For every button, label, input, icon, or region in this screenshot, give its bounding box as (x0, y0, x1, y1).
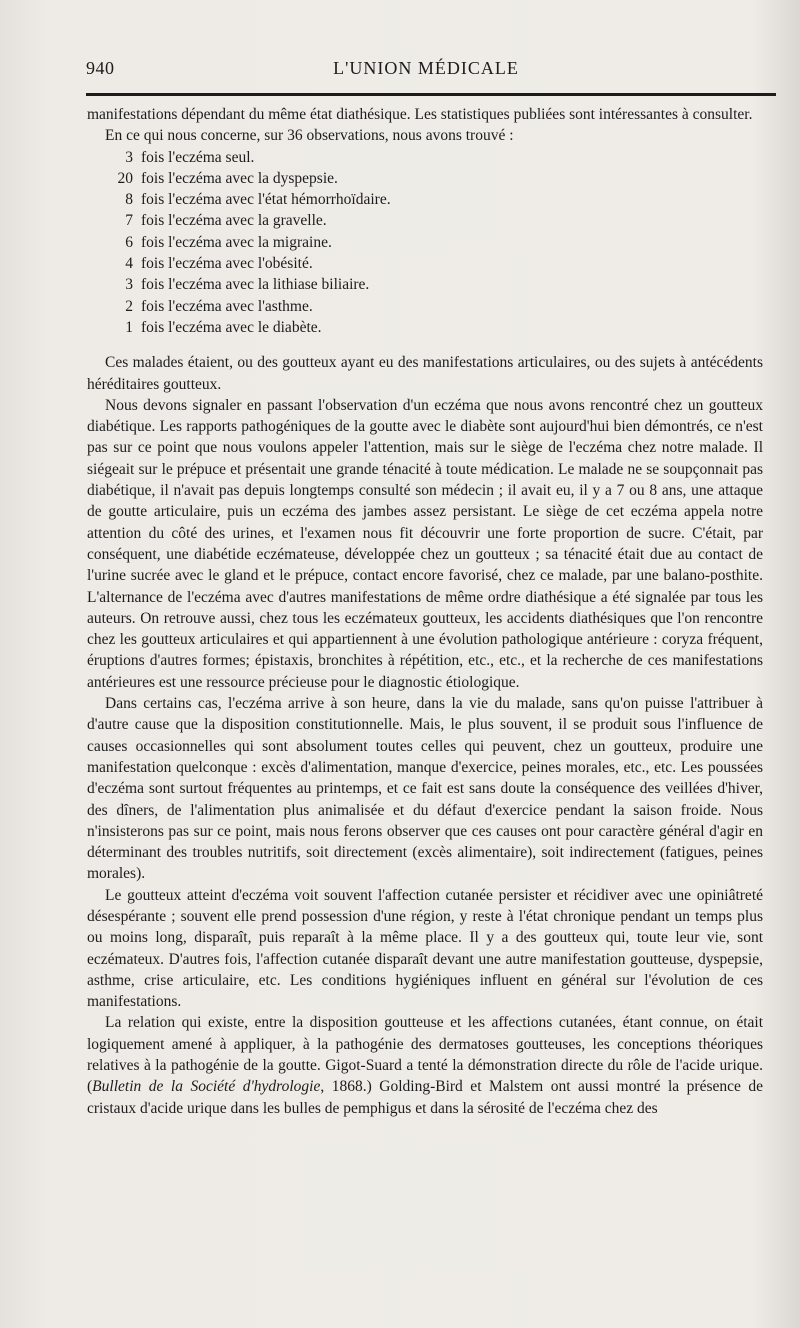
list-item-text: fois l'eczéma avec l'asthme. (141, 297, 313, 315)
paragraph-statistics-intro: En ce qui nous concerne, sur 36 observations, nous avons trouvé : (105, 127, 514, 145)
paragraph-causes: Dans certains cas, l'eczéma arrive à son heure, dans la vie du malade, sans qu'on puisse l'attribuer à d'autre cause que la disposition constitutionnelle. Mais, le plus souvent, il se produit sous l'influence de causes occasionnelles qui sont absolument toutes celles qui peuvent, chez un goutteux, produire une manifestation quelconque : excès d'alimentation, manque d'exercice, peines morales, etc., etc. Les poussées d'eczéma sont surtout fréquentes au printemps, et ce fait est sans doute la conséquence des veillées d'hiver, des dîners, de l'alimentation plus animalisée et du défaut d'exercice pendant la saison froide. Nous n'insisterons pas sur ce point, mais nous ferons observer que ces causes ont pour caractère général d'agir en déterminant des troubles nutritifs, soit directement (excès alimentaire), soit indirectement (fatigues, peines morales). (87, 695, 763, 883)
header-rule (86, 93, 776, 96)
list-item-text: fois l'eczéma avec l'obésité. (141, 255, 313, 273)
list-item (111, 232, 763, 253)
list-item (111, 168, 763, 189)
paragraph-pathogeny-start: La relation qui existe, entre la disposition goutteuse et les affections cutanées, étant connue, on était logiquement amené à appliquer, à la pathogénie des dermatoses goutteuses, les conceptions théoriques relatives à la pathogénie de la goutte. Gigot-Suard a tenté la démonstration directe du rôle de l'acide urique. ( (87, 1014, 763, 1096)
list-item-text: fois l'eczéma avec la gravelle. (141, 212, 327, 230)
paragraph-diabetic-case: Nous devons signaler en passant l'observation d'un eczéma que nous avons rencontré chez un goutteux diabétique. Les rapports pathogéniques de la goutte avec le diabète sont aujourd'hui bien démontrés, ce n'est pas sur ce point que nous voulons appeler l'attention, mais sur le siège de l'eczéma chez notre malade. Il siégeait sur le prépuce et présentait une grande ténacité à toute médication. Le malade ne se soupçonnait pas diabétique, il n'avait pas depuis longtemps consulté son médecin ; il avait eu, il y a 7 ou 8 ans, une attaque de goutte articulaire, puis un eczéma des jambes assez persistant. Le siège de cet eczéma appela notre attention du côté des urines, et l'examen nous fit découvrir une forte proportion de sucre. C'était, par conséquent, une diabétide eczémateuse, développée chez un goutteux ; sa ténacité était due au contact de l'urine sucrée avec le gland et le prépuce, contact encore favorisé, chez ce malade, par une balano-posthite. L'alternance de l'eczéma avec d'autres manifestations de même ordre diathésique a été signalée par tous les auteurs. On retrouve aussi, chez tous les eczémateux goutteux, les accidents diathésiques que l'on rencontre chez les goutteux articulaires et qui appartiennent à une évolution pathologique antérieure : coryza fréquent, éruptions d'autres formes; épistaxis, bronchites à répétition, etc., etc., et la recherche de ces manifestations antérieures est une ressource précieuse pour le diagnostic étiologique. (87, 396, 763, 691)
list-item-count: 3 (125, 148, 133, 166)
list-item-count: 3 (125, 276, 133, 294)
statistics-list (87, 147, 763, 339)
list-item-count: 8 (125, 191, 133, 209)
list-item-count: 7 (125, 212, 133, 230)
list-item-text: fois l'eczéma avec la lithiase biliaire. (141, 276, 370, 294)
page-header (86, 58, 766, 84)
bulletin-citation: Bulletin de la Société d'hydrologie (92, 1078, 321, 1096)
list-item-count: 1 (125, 318, 133, 336)
list-item-text: fois l'eczéma avec la migraine. (141, 233, 332, 251)
list-item (111, 210, 763, 231)
list-item (111, 274, 763, 295)
paragraph-pathogeny-end: , 1868.) Golding-Bird et Malstem ont aussi montré la présence de cristaux d'acide urique dans les bulles de pemphigus et dans la sérosité de l'eczéma chez des (87, 1078, 764, 1117)
list-item (111, 296, 763, 317)
list-item-text: fois l'eczéma avec la dyspepsie. (141, 169, 338, 187)
article-body (87, 104, 763, 1119)
list-item-count: 2 (125, 297, 133, 315)
list-item (111, 147, 763, 168)
list-item-count: 20 (117, 169, 133, 187)
page-number: 940 (86, 58, 115, 78)
list-item (111, 317, 763, 338)
paragraph-patients: Ces malades étaient, ou des goutteux ayant eu des manifestations articulaires, ou des sujets à antécédents héréditaires goutteux. (87, 354, 763, 393)
list-item-count: 4 (125, 255, 133, 273)
running-title: L'UNION MÉDICALE (333, 58, 519, 78)
list-item (111, 189, 763, 210)
list-item (111, 253, 763, 274)
paragraph-continuation: manifestations dépendant du même état diathésique. Les statistiques publiées sont intéressantes à consulter. (87, 106, 753, 123)
paragraph-pathogeny (87, 1012, 763, 1118)
list-item-text: fois l'eczéma avec le diabète. (141, 318, 322, 336)
list-item-count: 6 (125, 233, 133, 251)
list-item-text: fois l'eczéma avec l'état hémorrhoïdaire. (141, 191, 391, 209)
paragraph-persistence: Le goutteux atteint d'eczéma voit souvent l'affection cutanée persister et récidiver avec une opiniâtreté désespérante ; souvent elle prend possession d'une région, y reste à l'état chronique pendant un temps plus ou moins long, disparaît, puis reparaît à la même place. Il y a des goutteux qui, toute leur vie, sont eczémateux. D'autres fois, l'affection cutanée disparaît devant une autre manifestation goutteuse, dyspepsie, asthme, crise articulaire, etc. Les conditions hygiéniques influent en général sur l'évolution de ces manifestations. (87, 886, 763, 1011)
list-item-text: fois l'eczéma seul. (141, 148, 255, 166)
